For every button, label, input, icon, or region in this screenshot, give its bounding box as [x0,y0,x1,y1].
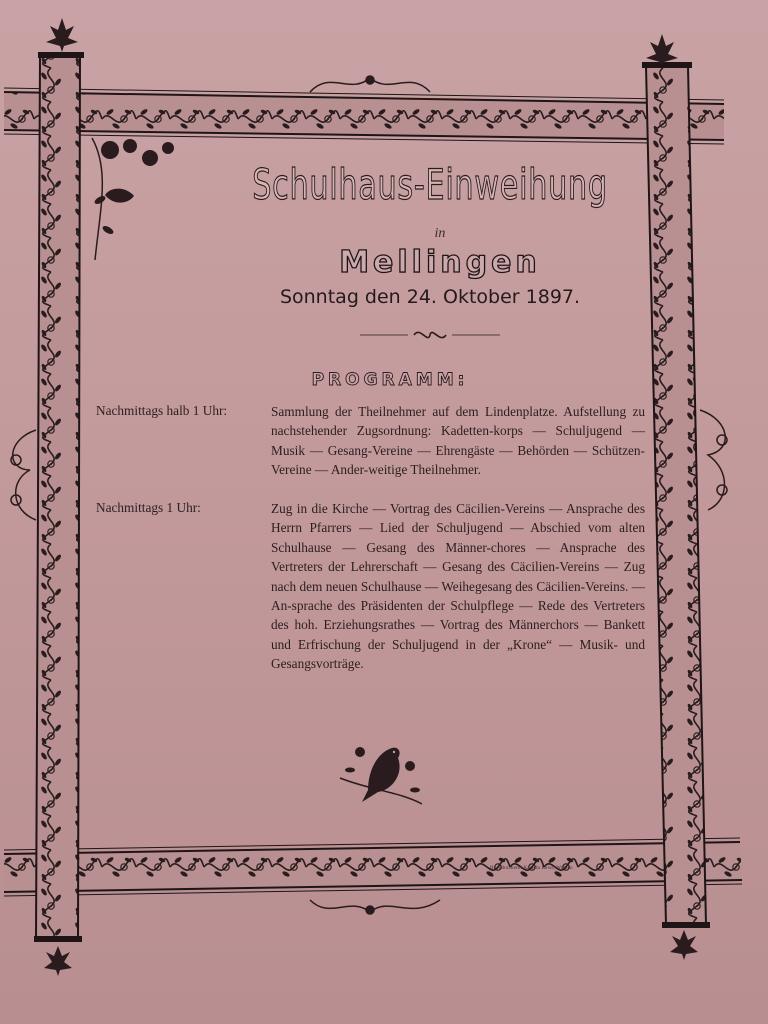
place-name: Mellingen [339,245,541,280]
program-text-1: Sammlung der Theilnehmer auf dem Lindenplatze. Aufstellung zu nachstehender Zugsordnung: Kadetten-korps — Schuljugend — Musik — Gesang-Vereine — Ehrengäste — Behörden — Schützen-Vereine — Ander-weitige Theilnehmer. [271,404,645,478]
bird-vignette-icon [340,747,422,804]
left-border-column [34,52,84,942]
bottom-border-band [4,838,742,896]
right-border-column [642,62,710,928]
program-time-1: Nachmittags halb 1 Uhr: [96,403,228,418]
flower-branch-icon [92,138,174,260]
document-title: Schulhaus-Einweihung [252,160,608,209]
title-connector: in [434,226,446,241]
program-heading: PROGRAMM: [311,370,469,390]
printer-imprint: Buchdruckerei Kasteln Reiss, Wohlen [490,866,573,871]
top-border-band [4,88,724,144]
program-time-2: Nachmittags 1 Uhr: [96,500,201,515]
program-text-2: Zug in die Kirche — Vortrag des Cäcilien-Vereins — Ansprache des Herrn Pfarrers — Lied der Schuljugend — Abschied vom alten Schulhause — Gesang des Männer-chores — Ansprache des Vertreters der Lehrerschaft — Gesang des Cäcilien-Vereins — Zug nach dem neuen Schulhause — Weihegesang des Cäcilien-Vereins. — An-sprache des Präsidenten der Schulpflege — Rede des Vertreters des hoh. Erziehungsrathes — Vortrag des Männerchors — Bankett und Erfrischung der Schuljugend in der „Krone“ — Musik- und Gesangsvorträge. [271,501,645,672]
event-date: Sonntag den 24. Oktober 1897. [279,286,581,308]
